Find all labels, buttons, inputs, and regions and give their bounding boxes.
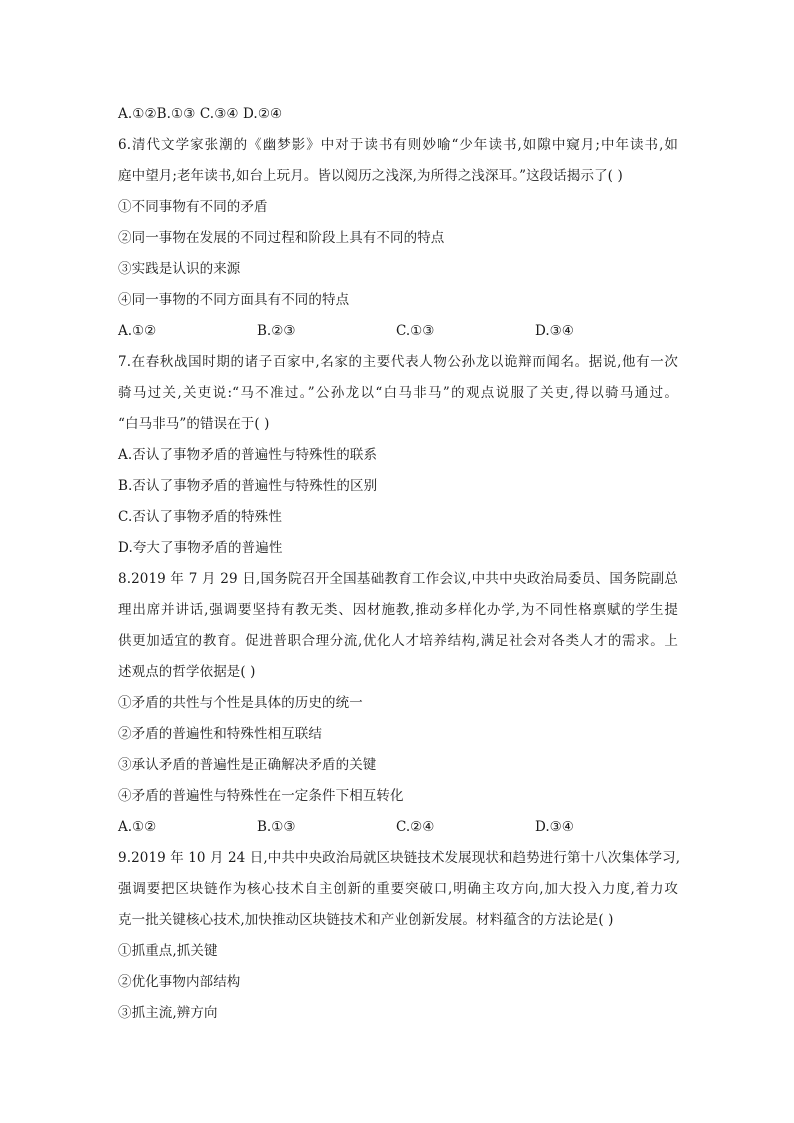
q8-option-d: D.③④ xyxy=(535,819,574,835)
q9-stem-line-2: 强调要把区块链作为核心技术自主创新的重要突破口,明确主攻方向,加大投入力度,着力攻 xyxy=(118,881,678,897)
q8-option-c: C.②④ xyxy=(396,819,435,835)
q9-statement-1: ①抓重点,抓关键 xyxy=(118,943,218,959)
q7-stem-line-1: 7.在春秋战国时期的诸子百家中,名家的主要代表人物公孙龙以诡辩而闻名。据说,他有一次 xyxy=(118,354,678,370)
q6-stem-line-1: 6.清代文学家张潮的《幽梦影》中对于读书有则妙喻“少年读书,如隙中窥月;中年读书,如 xyxy=(118,137,678,153)
q7-choice-d: D.夸大了事物矛盾的普遍性 xyxy=(118,540,283,556)
q8-option-b: B.①③ xyxy=(257,819,296,835)
q9-stem-line-3: 克一批关键核心技术,加快推动区块链技术和产业创新发展。材料蕴含的方法论是( ) xyxy=(118,912,614,928)
q8-statement-1: ①矛盾的共性与个性是具体的历史的统一 xyxy=(118,695,363,711)
q6-statement-1: ①不同事物有不同的矛盾 xyxy=(118,199,268,215)
q6-option-a: A.①② xyxy=(118,323,157,339)
q8-statement-3: ③承认矛盾的普遍性是正确解决矛盾的关键 xyxy=(118,757,377,773)
q6-statement-2: ②同一事物在发展的不同过程和阶段上具有不同的特点 xyxy=(118,230,445,246)
q9-stem-line-1: 9.2019 年 10 月 24 日,中共中央政治局就区块链技术发展现状和趋势进行第十八次集体学习, xyxy=(118,850,681,866)
q6-option-b: B.②③ xyxy=(257,323,296,339)
q8-statement-2: ②矛盾的普遍性和特殊性相互联结 xyxy=(118,726,322,742)
q7-choice-b: B.否认了事物矛盾的普遍性与特殊性的区别 xyxy=(118,478,378,494)
q8-statement-4: ④矛盾的普遍性与特殊性在一定条件下相互转化 xyxy=(118,788,404,804)
q8-stem-line-2: 理出席并讲话,强调要坚持有教无类、因材施教,推动多样化办学,为不同性格禀赋的学生提 xyxy=(118,602,678,618)
q6-statement-3: ③实践是认识的来源 xyxy=(118,261,241,277)
q6-stem-line-2: 庭中望月;老年读书,如台上玩月。皆以阅历之浅深,为所得之浅深耳。”这段话揭示了( ) xyxy=(118,168,623,184)
q8-option-a: A.①② xyxy=(118,819,157,835)
q9-statement-3: ③抓主流,辨方向 xyxy=(118,1005,218,1021)
q8-stem-line-4: 述观点的哲学依据是( ) xyxy=(118,664,256,680)
q6-option-c: C.①③ xyxy=(396,323,435,339)
q7-stem-line-3: “白马非马”的错误在于( ) xyxy=(118,416,270,432)
q6-option-d: D.③④ xyxy=(535,323,574,339)
q8-stem-line-1: 8.2019 年 7 月 29 日,国务院召开全国基础教育工作会议,中共中央政治局委员、国务院副总 xyxy=(118,571,678,587)
q7-choice-c: C.否认了事物矛盾的特殊性 xyxy=(118,509,282,525)
q7-stem-line-2: 骑马过关,关吏说:“马不准过。”公孙龙以“白马非马”的观点说服了关吏,得以骑马通过。 xyxy=(118,385,678,401)
q8-stem-line-3: 供更加适宜的教育。促进普职合理分流,优化人才培养结构,满足社会对各类人才的需求。上 xyxy=(118,633,678,649)
q6-statement-4: ④同一事物的不同方面具有不同的特点 xyxy=(118,292,350,308)
q7-choice-a: A.否认了事物矛盾的普遍性与特殊性的联系 xyxy=(118,447,378,463)
q9-statement-2: ②优化事物内部结构 xyxy=(118,974,241,990)
q5-options: A.①②B.①③ C.③④ D.②④ xyxy=(118,106,283,122)
